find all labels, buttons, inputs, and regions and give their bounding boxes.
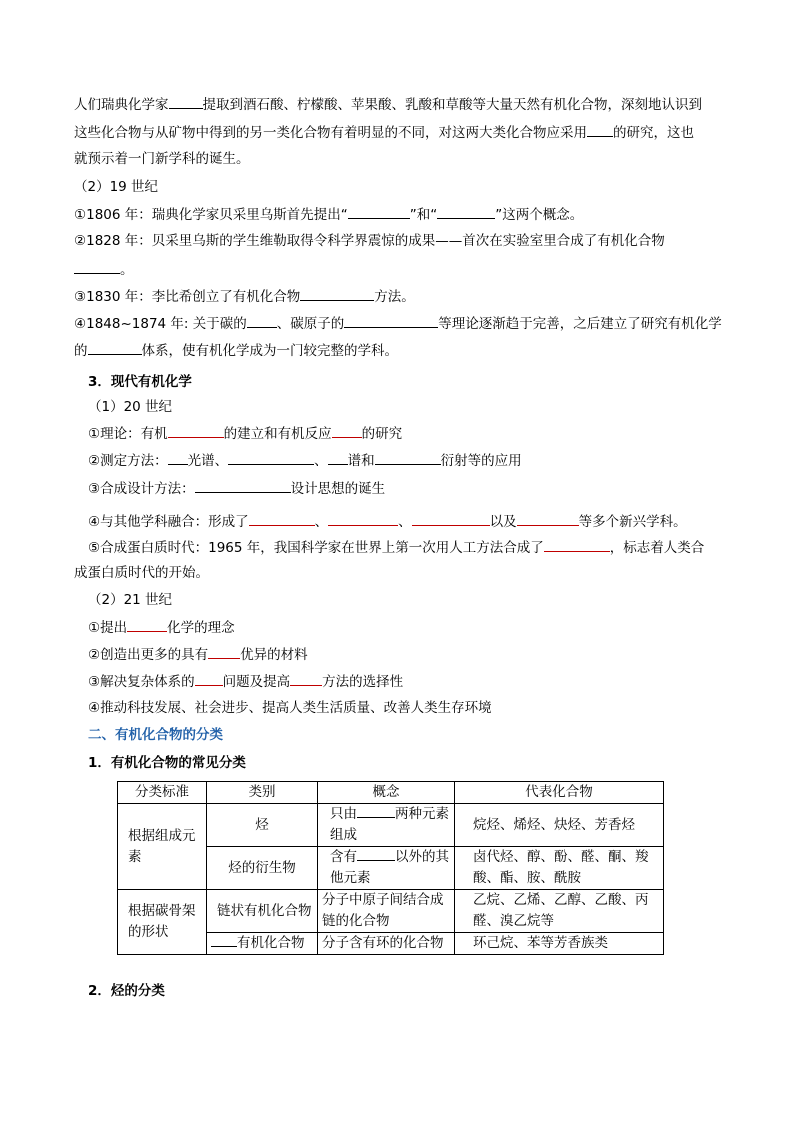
blank (328, 451, 348, 465)
item-complex-systems: ③解决复杂体系的 问题及提高 方法的选择性 (88, 674, 404, 690)
table-header-row (118, 782, 664, 804)
table-cell-category: 有机化合物 (207, 933, 318, 955)
table-cell-concept: 只由 两种元素组成 (318, 804, 455, 847)
table-cell-category: 烃的衍生物 (207, 847, 318, 890)
blank (412, 512, 490, 526)
blank (332, 424, 362, 438)
table-cell-concept: 分子中原子间结合成链的化合物 (318, 890, 455, 933)
blank (375, 451, 441, 465)
blank (290, 672, 322, 686)
table-cell-standard: 根据碳骨架的形状 (118, 890, 207, 955)
item-methods: ②测定方法： 光谱、 、 谱和 衍射等的应用 (88, 453, 522, 469)
blank (357, 847, 395, 861)
blank (127, 618, 167, 632)
blank (587, 123, 613, 137)
item-interdisciplinary: ④与其他学科融合：形成了 、 、 以及 等多个新兴学科。 (88, 514, 687, 530)
blank (211, 933, 237, 947)
table-header: 代表化合物 (455, 782, 664, 804)
blank (348, 205, 410, 219)
table-row (118, 804, 664, 847)
blank (169, 95, 203, 109)
blank (517, 512, 579, 526)
blank (344, 314, 438, 328)
blank (195, 672, 223, 686)
heading-19th-century: （2）19 世纪 (74, 179, 159, 195)
table-cell-examples: 卤代烃、醇、酚、醛、酮、羧酸、酯、胺、酰胺 (455, 847, 664, 890)
table-cell-concept: 分子含有环的化合物 (318, 933, 455, 955)
table-cell-examples: 烷烃、烯烃、炔烃、芳香烃 (455, 804, 664, 847)
table-cell-category: 链状有机化合物 (207, 890, 318, 933)
table-header: 分类标准 (118, 782, 207, 804)
item-1848: ④1848~1874 年: 关于碳的 、碳原子的 等理论逐渐趋于完善，之后建立了研究有机化学 (74, 316, 722, 332)
item-protein-synthesis: ⑤合成蛋白质时代：1965 年，我国科学家在世界上第一次用人工方法合成了 ，标志着人类合 (88, 540, 705, 556)
table-cell-category: 烃 (207, 804, 318, 847)
item-materials: ②创造出更多的具有 优异的材料 (88, 647, 308, 663)
heading-modern-organic-chemistry: 3．现代有机化学 (88, 374, 192, 390)
item-synthesis-design: ③合成设计方法： 设计思想的诞生 (88, 481, 386, 497)
blank (228, 451, 314, 465)
blank (328, 512, 398, 526)
blank (88, 341, 142, 355)
section-classification-heading: 二、有机化合物的分类 (88, 727, 223, 743)
heading-common-classification: 1．有机化合物的常见分类 (88, 755, 246, 771)
blank (74, 260, 120, 274)
intro-line-2: 这些化合物与从矿物中得到的另一类化合物有着明显的不同，对这两大类化合物应采用 的研究，这也 (74, 125, 694, 141)
heading-21st-century: （2）21 世纪 (88, 592, 173, 608)
blank (544, 538, 610, 552)
table-cell-standard: 根据组成元素 (118, 804, 207, 890)
blank (300, 287, 374, 301)
blank (247, 314, 277, 328)
item-1848-cont: 的 体系，使有机化学成为一门较完整的学科。 (74, 343, 398, 359)
item-protein-synthesis-cont: 成蛋白质时代的开始。 (74, 565, 209, 581)
item-1806: ①1806 年：瑞典化学家贝采里乌斯首先提出“ ”和“ ”这两个概念。 (74, 207, 584, 223)
classification-table (117, 781, 664, 955)
intro-line-1: 人们瑞典化学家 提取到酒石酸、柠檬酸、苹果酸、乳酸和草酸等大量天然有机化合物，深刻地认识到 (74, 97, 702, 113)
blank (195, 479, 291, 493)
table-row (118, 890, 664, 933)
blank (357, 804, 395, 818)
blank (208, 645, 240, 659)
intro-line-3: 就预示着一门新学科的诞生。 (74, 151, 250, 167)
blank (249, 512, 315, 526)
table-cell-examples: 乙烷、乙烯、乙醇、乙酸、丙醛、溴乙烷等 (455, 890, 664, 933)
table-cell-examples: 环己烷、苯等芳香族类 (455, 933, 664, 955)
item-theory: ①理论：有机 的建立和有机反应 的研究 (88, 426, 403, 442)
table-header: 类别 (207, 782, 318, 804)
heading-20th-century: （1）20 世纪 (88, 399, 173, 415)
item-1830: ③1830 年：李比希创立了有机化合物 方法。 (74, 289, 415, 305)
blank (168, 451, 188, 465)
item-1828-cont: 。 (74, 260, 134, 279)
blank (437, 205, 495, 219)
item-1828: ②1828 年：贝采里乌斯的学生维勒取得令科学界震惊的成果——首次在实验室里合成了有机化合物 (74, 233, 665, 249)
blank (168, 424, 224, 438)
heading-hydrocarbon-classification: 2．烃的分类 (88, 983, 165, 999)
item-green-chemistry: ①提出 化学的理念 (88, 620, 235, 636)
table-cell-concept: 含有 以外的其他元素 (318, 847, 455, 890)
table-header: 概念 (318, 782, 455, 804)
item-progress: ④推动科技发展、社会进步、提高人类生活质量、改善人类生存环境 (88, 700, 492, 716)
